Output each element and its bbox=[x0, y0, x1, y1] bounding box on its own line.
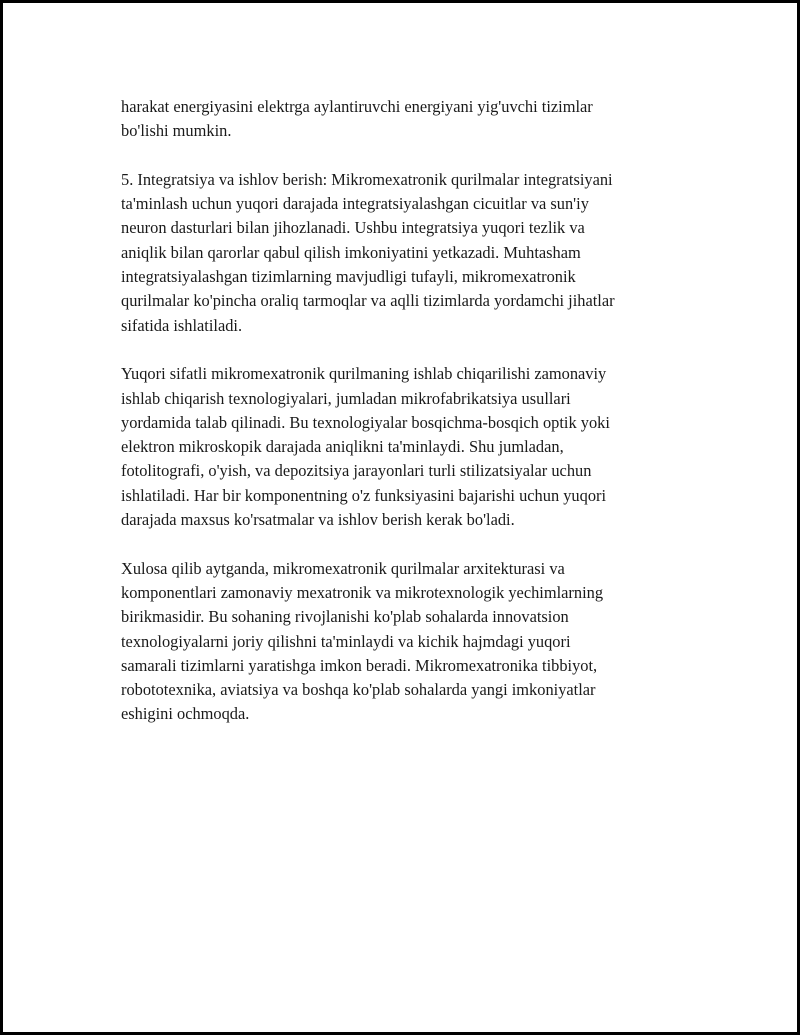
document-body bbox=[121, 95, 691, 751]
paragraph-integration-processing: 5. Integratsiya va ishlov berish: Mikromexatronik qurilmalar integratsiyani ta'minlash uchun yuqori darajada integratsiyalashgan cicuitlar va sun'iy neuron dasturlari bilan jihozlanadi. Ushbu integratsiya yuqori tezlik va aniqlik bilan qarorlar qabul qilish imkoniyatini yetkazadi. Muhtasham integratsiyalashgan tizimlarning mavjudligi tufayli, mikromexatronik qurilmalar ko'pincha oraliq tarmoqlar va aqlli tizimlarda yordamchi jihatlar sifatida ishlatiladi. bbox=[121, 169, 615, 335]
paragraph-energy-harvesting-continuation: harakat energiyasini elektrga aylantiruvchi energiyani yig'uvchi tizimlar bo'lishi mumkin. bbox=[121, 97, 593, 141]
paragraph-conclusion: Xulosa qilib aytganda, mikromexatronik qurilmalar arxitekturasi va komponentlari zamonaviy mexatronik va mikrotexnologik yechimlarning birikmasidir. Bu sohaning rivojlanishi ko'plab sohalarda innovatsion texnologiyalarni joriy qilishni ta'minlaydi va kichik hajmdagi yuqori samarali tizimlarni yaratishga imkon beradi. Mikromexatronika tibbiyot, robototexnika, aviatsiya va boshqa ko'plab sohalarda yangi imkoniyatlar eshigini ochmoqda. bbox=[121, 558, 604, 724]
paragraph-manufacturing: Yuqori sifatli mikromexatronik qurilmaning ishlab chiqarilishi zamonaviy ishlab chiqarish texnologiyalari, jumladan mikrofabrikatsiya usullari yordamida talab qilinadi. Bu texnologiyalar bosqichma-bosqich optik yoki elektron mikroskopik darajada aniqlikni ta'minlaydi. Shu jumladan, fotolitografi, o'yish, va depozitsiya jarayonlari turli stilizatsiyalar uchun ishlatiladi. Har bir komponentning o'z funksiyasini bajarishi uchun yuqori darajada maxsus ko'rsatmalar va ishlov berish kerak bo'ladi. bbox=[121, 364, 610, 530]
